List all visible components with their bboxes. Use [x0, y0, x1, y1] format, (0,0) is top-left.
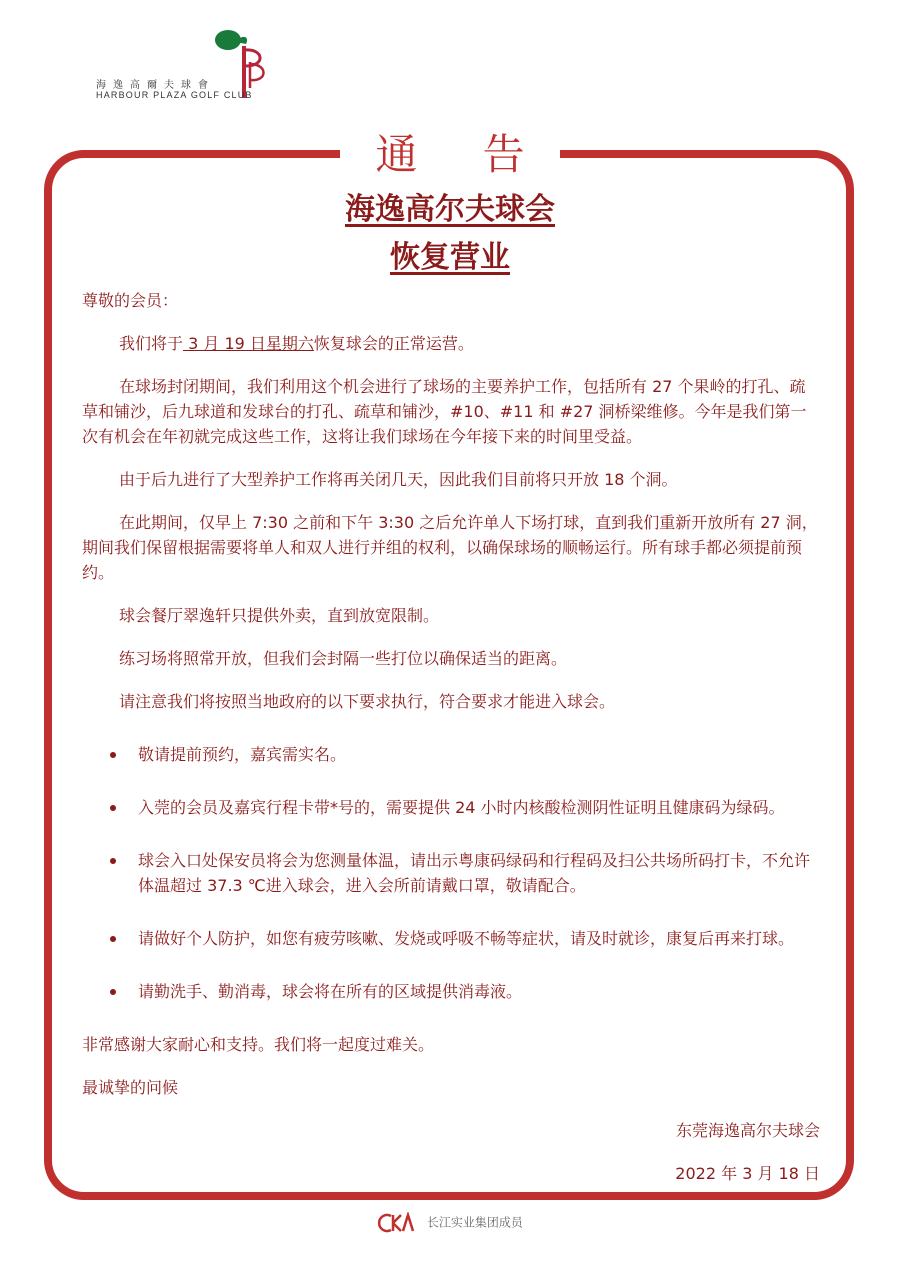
footer-text: 长江实业集团成员	[426, 1215, 523, 1230]
bullet-icon	[110, 989, 116, 995]
notice-title: 通 告	[375, 130, 551, 179]
salutation: 尊敬的会员：	[82, 291, 179, 310]
heading-club-name: 海逸高尔夫球会	[345, 192, 555, 227]
list-item: 入莞的会员及嘉宾行程卡带*号的，需要提供 24 小时内核酸检测阴性证明且健康码为绿码。	[82, 795, 820, 820]
heading-reopening: 恢复营业	[390, 240, 510, 275]
closing-thanks: 非常感谢大家耐心和支持。我们将一起度过难关。	[82, 1035, 435, 1054]
p1-suffix: 恢复球会的正常运营。	[313, 334, 474, 353]
club-logo	[96, 26, 286, 106]
paragraph-reopen-date	[82, 331, 820, 356]
paragraph-driving-range: 练习场将照常开放，但我们会封隔一些打位以确保适当的距离。	[119, 649, 568, 668]
footer	[0, 1212, 900, 1234]
reopen-date: 3 月 19 日星期六	[183, 334, 314, 353]
paragraph-restaurant: 球会餐厅翠逸轩只提供外卖，直到放宽限制。	[119, 606, 440, 625]
bullet-icon	[110, 805, 116, 811]
bullet-icon	[110, 858, 116, 864]
paragraph-maintenance: 在球场封闭期间，我们利用这个机会进行了球场的主要养护工作，包括所有 27 个果岭的打孔、疏草和铺沙，后九球道和发球台的打孔、疏草和铺沙，#10、#11 和 #27 洞桥梁维修。今年是我们第一次有机会在年初就完成这些工作，这将让我们球场在今年接下来的时间里受益。	[82, 377, 807, 446]
list-item: 请做好个人防护，如您有疲劳咳嗽、发烧或呼吸不畅等症状，请及时就诊，康复后再来打球。	[82, 926, 820, 951]
bullet-icon	[110, 936, 116, 942]
paragraph-requirements: 请注意我们将按照当地政府的以下要求执行，符合要求才能进入球会。	[119, 692, 616, 711]
signature: 东莞海逸高尔夫球会	[675, 1121, 820, 1140]
notice-date: 2022 年 3 月 18 日	[675, 1164, 820, 1183]
logo-chinese-name: 海逸高爾夫球會	[96, 80, 215, 91]
requirements-list	[82, 742, 820, 1004]
p1-prefix: 我们将于	[119, 334, 184, 353]
logo-english-name: HARBOUR PLAZA GOLF CLUB	[96, 90, 253, 100]
list-item: 请勤洗手、勤消毒，球会将在所有的区域提供消毒液。	[82, 979, 820, 1004]
list-item: 球会入口处保安员将会为您测量体温，请出示粤康码绿码和行程码及扫公共场所码打卡，不允许体温超过 37.3 ℃进入球会，进入会所前请戴口罩，敬请配合。	[82, 848, 820, 898]
paragraph-holes-open: 由于后九进行了大型养护工作将再关闭几天，因此我们目前将只开放 18 个洞。	[119, 470, 678, 489]
paragraph-play-hours: 在此期间，仅早上 7:30 之前和下午 3:30 之后允许单人下场打球，直到我们重新开放所有 27 洞，期间我们保留根据需要将单人和双人进行并组的权利，以确保球场的顺畅运行。所有球手都必须提前预约。	[82, 513, 818, 582]
notice-body	[82, 288, 820, 1204]
list-item: 敬请提前预约，嘉宾需实名。	[82, 742, 820, 767]
closing-regards: 最诚挚的问候	[82, 1078, 179, 1097]
ck-group-logo-icon	[377, 1212, 417, 1234]
bullet-icon	[110, 752, 116, 758]
